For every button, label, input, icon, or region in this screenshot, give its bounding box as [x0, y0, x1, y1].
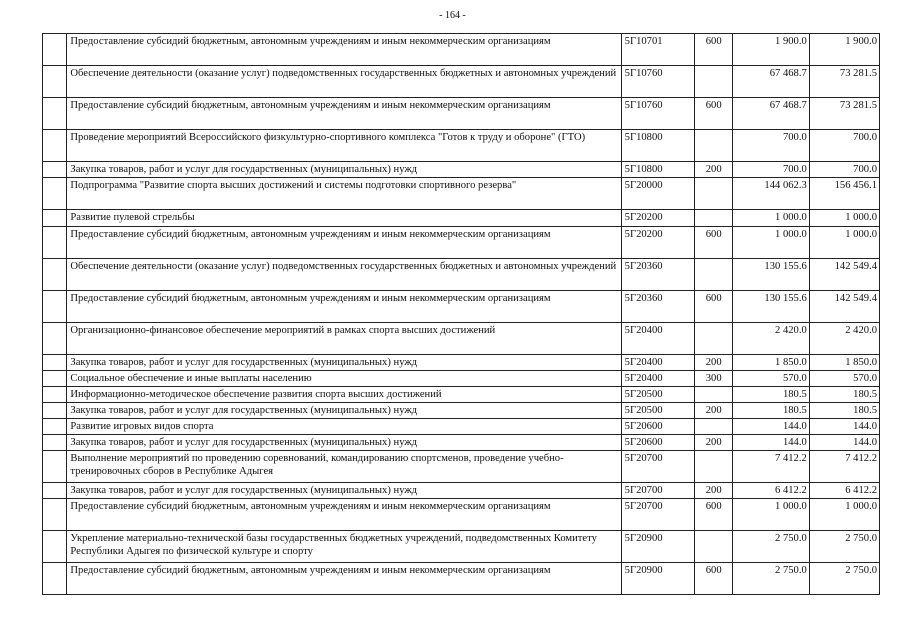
row-index-cell	[43, 355, 67, 371]
row-sum-2021-cell: 7 412.2	[732, 451, 809, 483]
row-sum-2022-cell: 2 750.0	[809, 563, 879, 595]
row-name-cell: Предоставление субсидий бюджетным, автономным учреждениям и иным некоммерческим организациям	[67, 227, 621, 259]
table-row	[43, 355, 880, 371]
row-code-cell: 5Г20500	[621, 403, 694, 419]
row-index-cell	[43, 162, 67, 178]
row-code-cell: 5Г20200	[621, 227, 694, 259]
row-expense-type-cell: 200	[694, 162, 732, 178]
row-code-cell: 5Г20400	[621, 371, 694, 387]
row-index-cell	[43, 210, 67, 227]
table-row	[43, 451, 880, 483]
row-code-cell: 5Г20500	[621, 387, 694, 403]
row-expense-type-cell: 200	[694, 355, 732, 371]
row-index-cell	[43, 403, 67, 419]
table-row	[43, 178, 880, 210]
row-sum-2021-cell: 2 420.0	[732, 323, 809, 355]
row-index-cell	[43, 483, 67, 499]
row-sum-2021-cell: 2 750.0	[732, 531, 809, 563]
row-expense-type-cell	[694, 130, 732, 162]
row-sum-2021-cell: 67 468.7	[732, 66, 809, 98]
row-sum-2022-cell: 1 850.0	[809, 355, 879, 371]
row-expense-type-cell: 600	[694, 227, 732, 259]
row-code-cell: 5Г10760	[621, 66, 694, 98]
row-expense-type-cell: 200	[694, 403, 732, 419]
row-sum-2022-cell: 700.0	[809, 130, 879, 162]
row-expense-type-cell: 300	[694, 371, 732, 387]
row-sum-2022-cell: 1 000.0	[809, 227, 879, 259]
table-row	[43, 98, 880, 130]
row-sum-2022-cell: 7 412.2	[809, 451, 879, 483]
row-name-cell: Обеспечение деятельности (оказание услуг) подведомственных государственных бюджетных и автономных учреждений	[67, 259, 621, 291]
row-name-cell: Организационно-финансовое обеспечение мероприятий в рамках спорта высших достижений	[67, 323, 621, 355]
row-sum-2021-cell: 1 900.0	[732, 34, 809, 66]
row-name-cell: Закупка товаров, работ и услуг для государственных (муниципальных) нужд	[67, 483, 621, 499]
row-name-cell: Развитие пулевой стрельбы	[67, 210, 621, 227]
row-sum-2022-cell: 142 549.4	[809, 259, 879, 291]
row-sum-2021-cell: 144 062.3	[732, 178, 809, 210]
row-index-cell	[43, 435, 67, 451]
row-sum-2022-cell: 180.5	[809, 403, 879, 419]
row-code-cell: 5Г20700	[621, 483, 694, 499]
row-expense-type-cell	[694, 531, 732, 563]
table-row	[43, 371, 880, 387]
row-index-cell	[43, 227, 67, 259]
row-sum-2021-cell: 130 155.6	[732, 291, 809, 323]
row-sum-2021-cell: 1 000.0	[732, 210, 809, 227]
row-name-cell: Предоставление субсидий бюджетным, автономным учреждениям и иным некоммерческим организациям	[67, 34, 621, 66]
row-name-cell: Развитие игровых видов спорта	[67, 419, 621, 435]
row-sum-2021-cell: 130 155.6	[732, 259, 809, 291]
row-sum-2021-cell: 700.0	[732, 130, 809, 162]
row-sum-2021-cell: 180.5	[732, 403, 809, 419]
row-expense-type-cell: 600	[694, 563, 732, 595]
row-expense-type-cell: 600	[694, 291, 732, 323]
table-row	[43, 323, 880, 355]
row-index-cell	[43, 371, 67, 387]
row-index-cell	[43, 451, 67, 483]
row-code-cell: 5Г10800	[621, 130, 694, 162]
row-name-cell: Предоставление субсидий бюджетным, автономным учреждениям и иным некоммерческим организациям	[67, 291, 621, 323]
row-sum-2022-cell: 570.0	[809, 371, 879, 387]
row-sum-2022-cell: 1 000.0	[809, 210, 879, 227]
row-name-cell: Закупка товаров, работ и услуг для государственных (муниципальных) нужд	[67, 355, 621, 371]
row-sum-2022-cell: 1 900.0	[809, 34, 879, 66]
row-name-cell: Предоставление субсидий бюджетным, автономным учреждениям и иным некоммерческим организациям	[67, 499, 621, 531]
row-expense-type-cell: 600	[694, 98, 732, 130]
row-code-cell: 5Г20600	[621, 435, 694, 451]
row-sum-2022-cell: 2 420.0	[809, 323, 879, 355]
budget-table-body	[43, 34, 880, 595]
row-name-cell: Закупка товаров, работ и услуг для государственных (муниципальных) нужд	[67, 403, 621, 419]
row-sum-2021-cell: 1 000.0	[732, 227, 809, 259]
row-sum-2022-cell: 1 000.0	[809, 499, 879, 531]
row-index-cell	[43, 387, 67, 403]
row-name-cell: Подпрограмма "Развитие спорта высших достижений и системы подготовки спортивного резерва"	[67, 178, 621, 210]
row-index-cell	[43, 66, 67, 98]
row-name-cell: Обеспечение деятельности (оказание услуг) подведомственных государственных бюджетных и автономных учреждений	[67, 66, 621, 98]
table-row	[43, 435, 880, 451]
row-name-cell: Выполнение мероприятий по проведению соревнований, командированию спортсменов, проведение учебно-тренировочных сборов в Республике Адыгея	[67, 451, 621, 483]
row-sum-2021-cell: 1 850.0	[732, 355, 809, 371]
row-code-cell: 5Г20000	[621, 178, 694, 210]
row-sum-2021-cell: 180.5	[732, 387, 809, 403]
row-code-cell: 5Г20900	[621, 531, 694, 563]
row-code-cell: 5Г10800	[621, 162, 694, 178]
row-name-cell: Предоставление субсидий бюджетным, автономным учреждениям и иным некоммерческим организациям	[67, 563, 621, 595]
table-row	[43, 66, 880, 98]
row-sum-2022-cell: 2 750.0	[809, 531, 879, 563]
row-sum-2021-cell: 144.0	[732, 419, 809, 435]
table-row	[43, 210, 880, 227]
row-expense-type-cell	[694, 419, 732, 435]
row-name-cell: Предоставление субсидий бюджетным, автономным учреждениям и иным некоммерческим организациям	[67, 98, 621, 130]
row-expense-type-cell	[694, 66, 732, 98]
row-name-cell: Информационно-методическое обеспечение развития спорта высших достижений	[67, 387, 621, 403]
table-row	[43, 34, 880, 66]
table-row	[43, 227, 880, 259]
row-code-cell: 5Г20600	[621, 419, 694, 435]
row-name-cell: Социальное обеспечение и иные выплаты населению	[67, 371, 621, 387]
row-sum-2021-cell: 67 468.7	[732, 98, 809, 130]
row-name-cell: Закупка товаров, работ и услуг для государственных (муниципальных) нужд	[67, 162, 621, 178]
row-expense-type-cell: 200	[694, 435, 732, 451]
row-sum-2021-cell: 6 412.2	[732, 483, 809, 499]
row-index-cell	[43, 178, 67, 210]
row-expense-type-cell	[694, 323, 732, 355]
row-sum-2021-cell: 2 750.0	[732, 563, 809, 595]
row-index-cell	[43, 323, 67, 355]
row-code-cell: 5Г20400	[621, 323, 694, 355]
row-sum-2021-cell: 570.0	[732, 371, 809, 387]
row-index-cell	[43, 563, 67, 595]
row-code-cell: 5Г20360	[621, 291, 694, 323]
row-index-cell	[43, 34, 67, 66]
row-expense-type-cell: 200	[694, 483, 732, 499]
row-sum-2021-cell: 1 000.0	[732, 499, 809, 531]
row-sum-2021-cell: 144.0	[732, 435, 809, 451]
table-row	[43, 130, 880, 162]
row-expense-type-cell: 600	[694, 34, 732, 66]
row-index-cell	[43, 259, 67, 291]
table-row	[43, 291, 880, 323]
budget-table	[42, 33, 880, 595]
row-sum-2022-cell: 144.0	[809, 419, 879, 435]
row-code-cell: 5Г10760	[621, 98, 694, 130]
row-expense-type-cell: 600	[694, 499, 732, 531]
row-sum-2022-cell: 700.0	[809, 162, 879, 178]
row-name-cell: Укрепление материально-технической базы государственных бюджетных учреждений, подведомственных Комитету Республики Адыгея по физической культуре и спорту	[67, 531, 621, 563]
row-expense-type-cell	[694, 178, 732, 210]
row-sum-2022-cell: 156 456.1	[809, 178, 879, 210]
row-index-cell	[43, 419, 67, 435]
row-sum-2022-cell: 144.0	[809, 435, 879, 451]
row-index-cell	[43, 531, 67, 563]
row-expense-type-cell	[694, 451, 732, 483]
row-index-cell	[43, 130, 67, 162]
row-index-cell	[43, 499, 67, 531]
row-code-cell: 5Г20200	[621, 210, 694, 227]
page-number: - 164 -	[439, 10, 466, 21]
row-code-cell: 5Г20400	[621, 355, 694, 371]
row-sum-2022-cell: 142 549.4	[809, 291, 879, 323]
row-name-cell: Проведение мероприятий Всероссийского физкультурно-спортивного комплекса "Готов к труду и обороне" (ГТО)	[67, 130, 621, 162]
row-expense-type-cell	[694, 259, 732, 291]
table-row	[43, 419, 880, 435]
row-code-cell: 5Г20700	[621, 499, 694, 531]
row-index-cell	[43, 291, 67, 323]
row-sum-2021-cell: 700.0	[732, 162, 809, 178]
table-row	[43, 162, 880, 178]
row-code-cell: 5Г10701	[621, 34, 694, 66]
row-code-cell: 5Г20700	[621, 451, 694, 483]
row-expense-type-cell	[694, 387, 732, 403]
row-sum-2022-cell: 6 412.2	[809, 483, 879, 499]
table-row	[43, 259, 880, 291]
row-index-cell	[43, 98, 67, 130]
row-sum-2022-cell: 73 281.5	[809, 98, 879, 130]
table-row	[43, 531, 880, 563]
table-row	[43, 403, 880, 419]
table-row	[43, 563, 880, 595]
row-sum-2022-cell: 180.5	[809, 387, 879, 403]
row-expense-type-cell	[694, 210, 732, 227]
row-sum-2022-cell: 73 281.5	[809, 66, 879, 98]
row-code-cell: 5Г20900	[621, 563, 694, 595]
row-name-cell: Закупка товаров, работ и услуг для государственных (муниципальных) нужд	[67, 435, 621, 451]
table-row	[43, 387, 880, 403]
table-row	[43, 499, 880, 531]
row-code-cell: 5Г20360	[621, 259, 694, 291]
table-row	[43, 483, 880, 499]
